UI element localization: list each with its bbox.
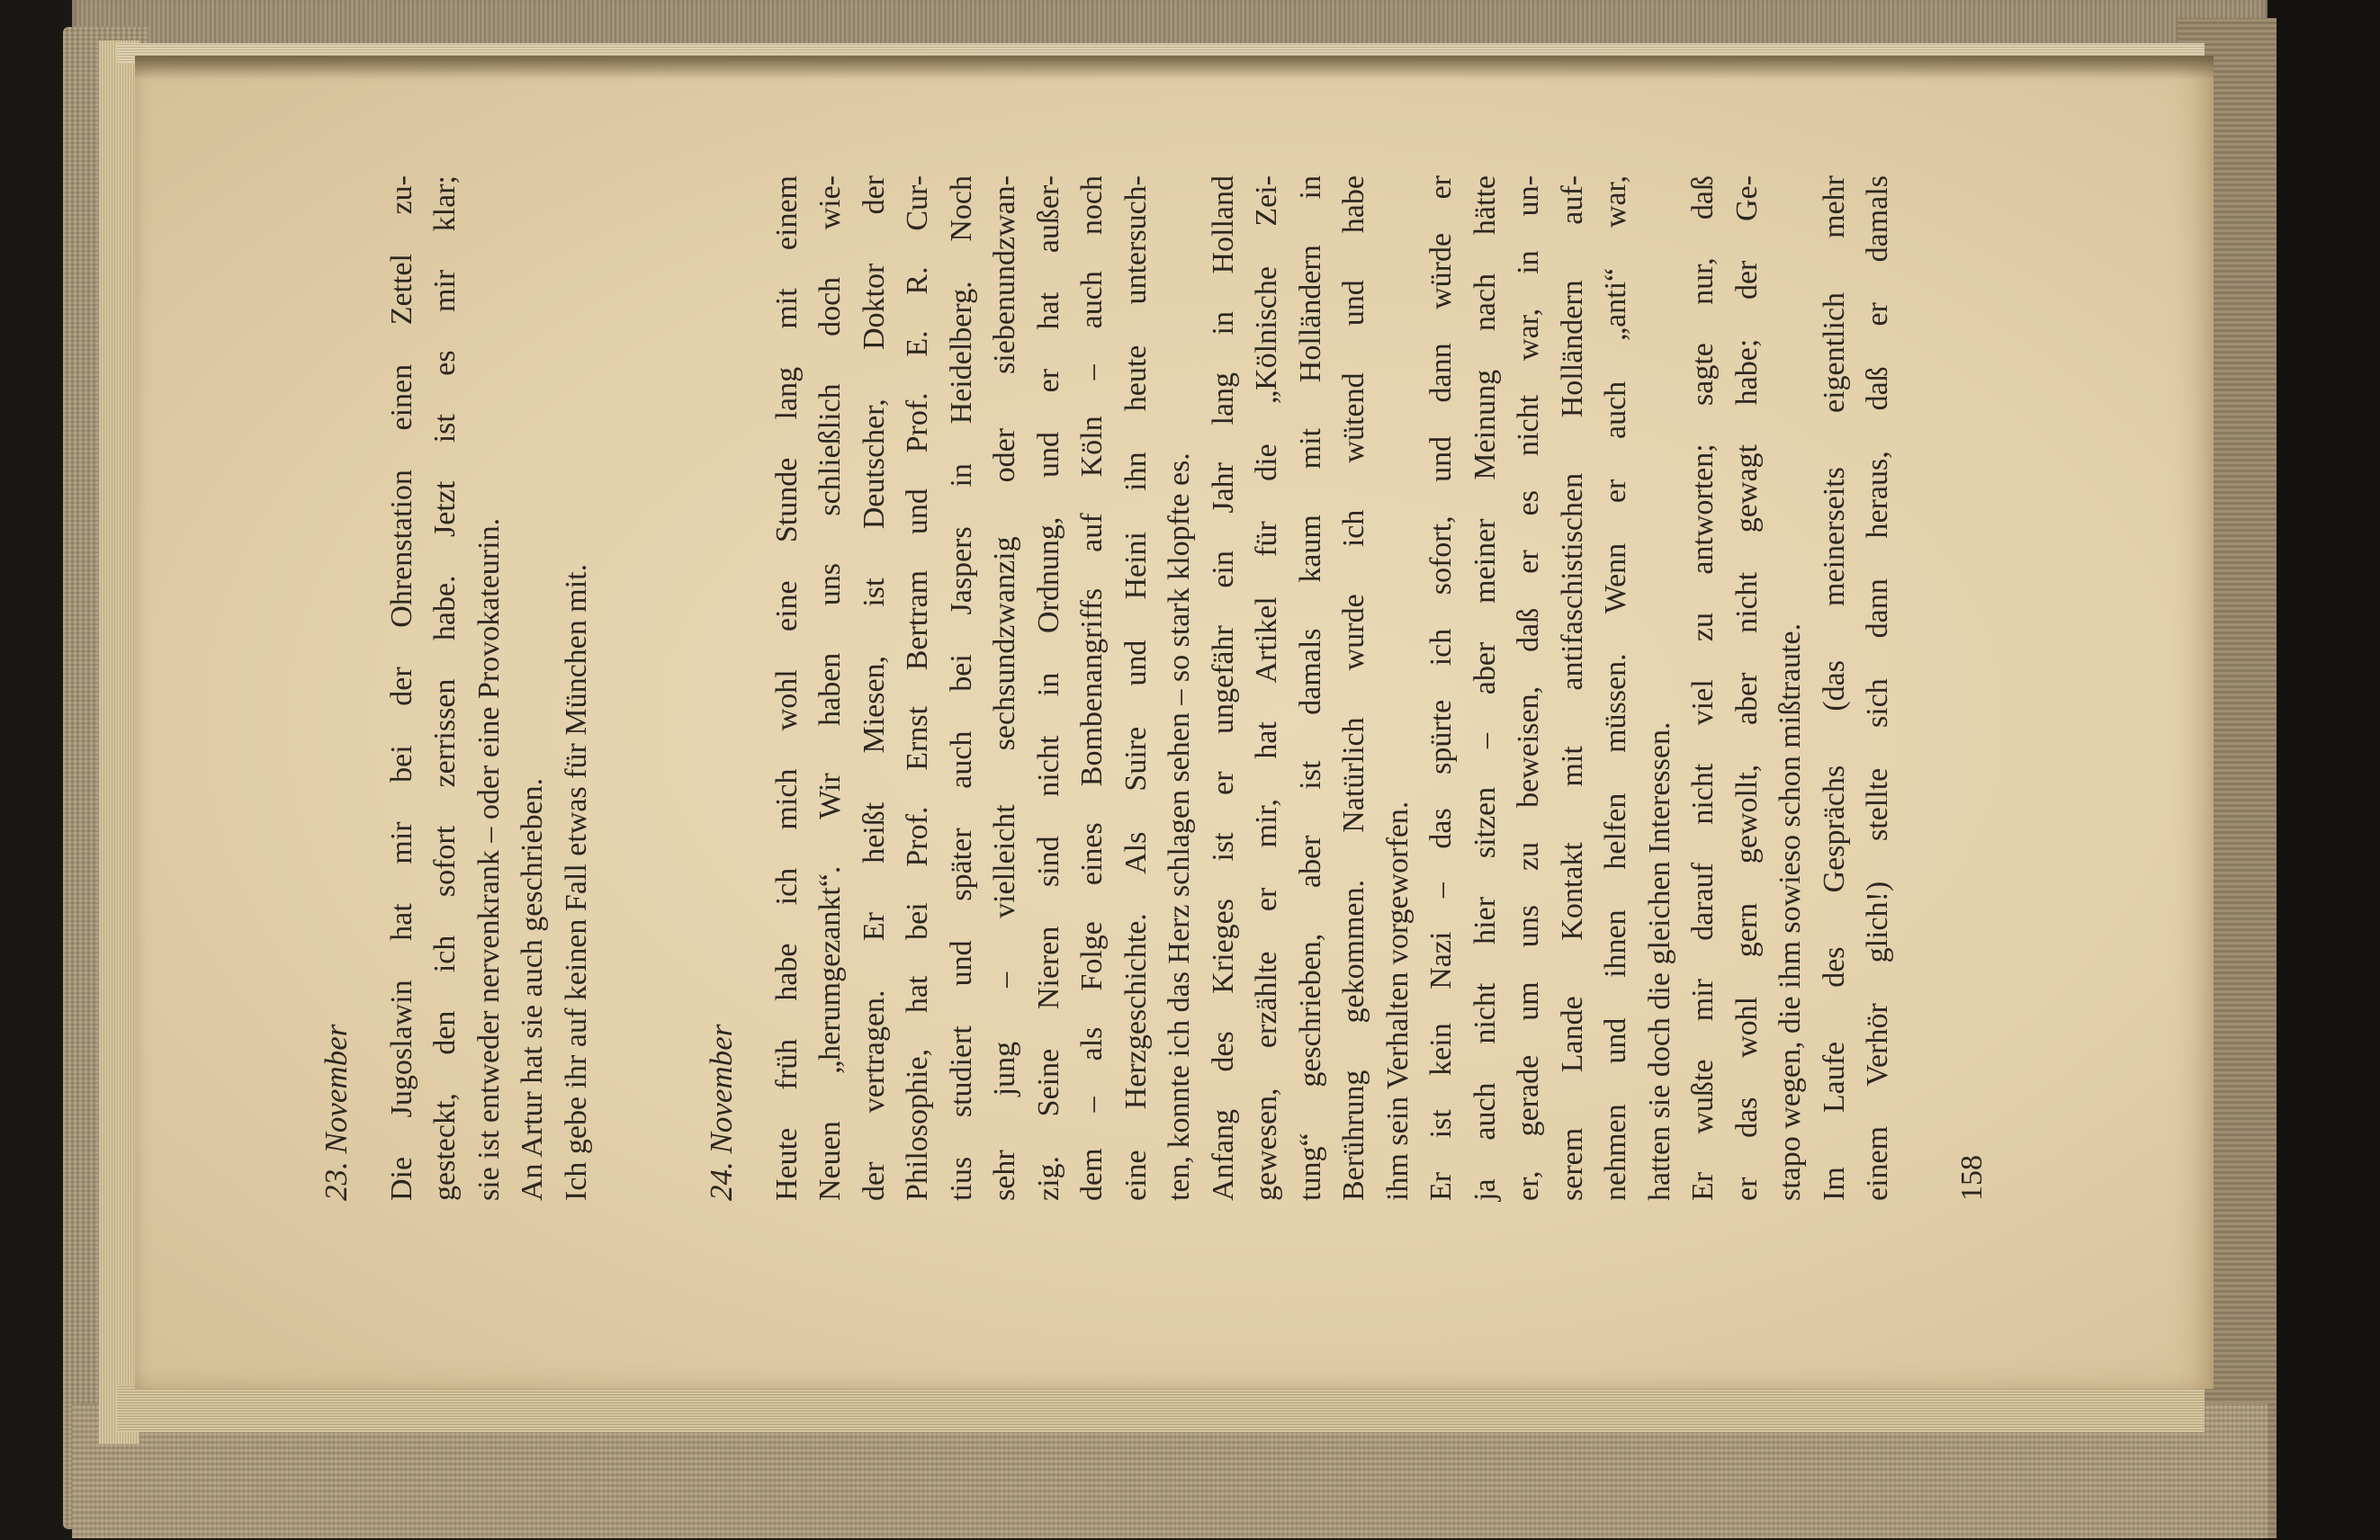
text-line: serem Lande Kontakt mit antifaschistischen Holländern auf-: [1555, 175, 1589, 1201]
text-line: Neuen „herumgezankt“. Wir haben uns schließlich doch wie-: [813, 175, 847, 1201]
diary-entry: [315, 175, 598, 1201]
text-line: ten, konnte ich das Herz schlagen sehen – so stark klopfte es.: [1163, 452, 1196, 1201]
text-line: tung“ geschrieben, aber ist damals kaum mit Holländern in: [1293, 175, 1327, 1201]
text-line: Berührung gekommen. Natürlich wurde ich wütend und habe: [1337, 175, 1370, 1201]
paragraph: [381, 175, 512, 1201]
diary-entry: [700, 175, 1900, 1201]
text-line: sie ist entweder nervenkrank – oder eine Provokateurin.: [472, 517, 506, 1201]
paragraph: [766, 175, 1202, 1201]
paragraph: [1682, 175, 1813, 1201]
background: [2263, 0, 2380, 1540]
text-line: Im Laufe des Gesprächs (das meinerseits eigentlich mehr: [1817, 175, 1851, 1201]
text-line: gewesen, erzählte er mir, hat Artikel für die „Kölnische Zei-: [1250, 175, 1283, 1201]
text-line: ja auch nicht hier sitzen – aber meiner Meinung nach hätte: [1468, 175, 1502, 1201]
paragraph: [1813, 175, 1900, 1201]
paragraph: [511, 175, 555, 1201]
entry-spacer: [598, 175, 700, 1201]
text-line: er das wohl gern gewollt, aber nicht gewagt habe; der Ge-: [1729, 175, 1764, 1201]
paragraph: [555, 175, 599, 1201]
entry-date-heading: 24. November: [704, 1024, 739, 1201]
entry-date-heading: 23. November: [319, 1024, 354, 1201]
text-line: Er ist kein Nazi – das spürte ich sofort, und dann würde er: [1424, 175, 1458, 1201]
page-edges-bottom: [117, 1385, 2205, 1432]
text-line: einem Verhör glich!) stellte sich dann heraus, daß er damals: [1861, 175, 1894, 1201]
paragraph: [1420, 175, 1682, 1201]
text-line: stapo wegen, die ihm sowieso schon mißtraute.: [1774, 622, 1807, 1201]
page-number: 158: [1954, 1155, 1989, 1201]
text-line: sehr jung – vielleicht sechsundzwanzig oder siebenundzwan-: [988, 175, 1021, 1201]
text-line: ihm sein Verhalten vorgeworfen.: [1380, 801, 1415, 1201]
text-line: gesteckt, den ich sofort zerrissen habe. Jetzt ist es mir klar;: [428, 175, 462, 1201]
text-line: Er wußte mir darauf nicht viel zu antworten; sagte nur, daß: [1686, 175, 1720, 1201]
text-line: Anfang des Krieges ist er ungefähr ein Jahr lang in Holland: [1206, 175, 1240, 1201]
page-gutter-shadow: [135, 56, 2214, 79]
page-text: [315, 175, 2007, 1201]
text-line: Ich gebe ihr auf keinen Fall etwas für München mit.: [559, 563, 593, 1201]
text-line: zig. Seine Nieren sind nicht in Ordnung, und er hat außer-: [1031, 175, 1065, 1201]
text-line: tius studiert und später auch bei Jaspers in Heidelberg. Noch: [944, 175, 978, 1201]
paragraph: [1202, 175, 1421, 1201]
text-line: Heute früh habe ich mich wohl eine Stunde lang mit einem: [769, 175, 804, 1201]
text-line: Philosophie, hat bei Prof. Ernst Bertram und Prof. E. R. Cur-: [901, 175, 934, 1201]
text-line: nehmen und ihnen helfen müssen. Wenn er auch „anti“ war,: [1599, 175, 1632, 1201]
text-line: eine Herzgeschichte. Als Suire und Heini ihn heute untersuch-: [1118, 175, 1153, 1201]
page-edges-left: [99, 40, 139, 1444]
text-line: Die Jugoslawin hat mir bei der Ohrenstation einen Zettel zu-: [384, 175, 418, 1201]
text-line: der vertragen. Er heißt Miesen, ist Deutscher, Doktor der: [857, 175, 891, 1201]
text-line: hatten sie doch die gleichen Interessen.: [1642, 721, 1676, 1201]
text-line: dem – als Folge eines Bombenangriffs auf Köln – auch noch: [1075, 175, 1109, 1201]
text-line: An Artur hat sie auch geschrieben.: [516, 777, 549, 1201]
text-line: er, gerade um uns zu beweisen, daß er es nicht war, in un-: [1512, 175, 1545, 1201]
